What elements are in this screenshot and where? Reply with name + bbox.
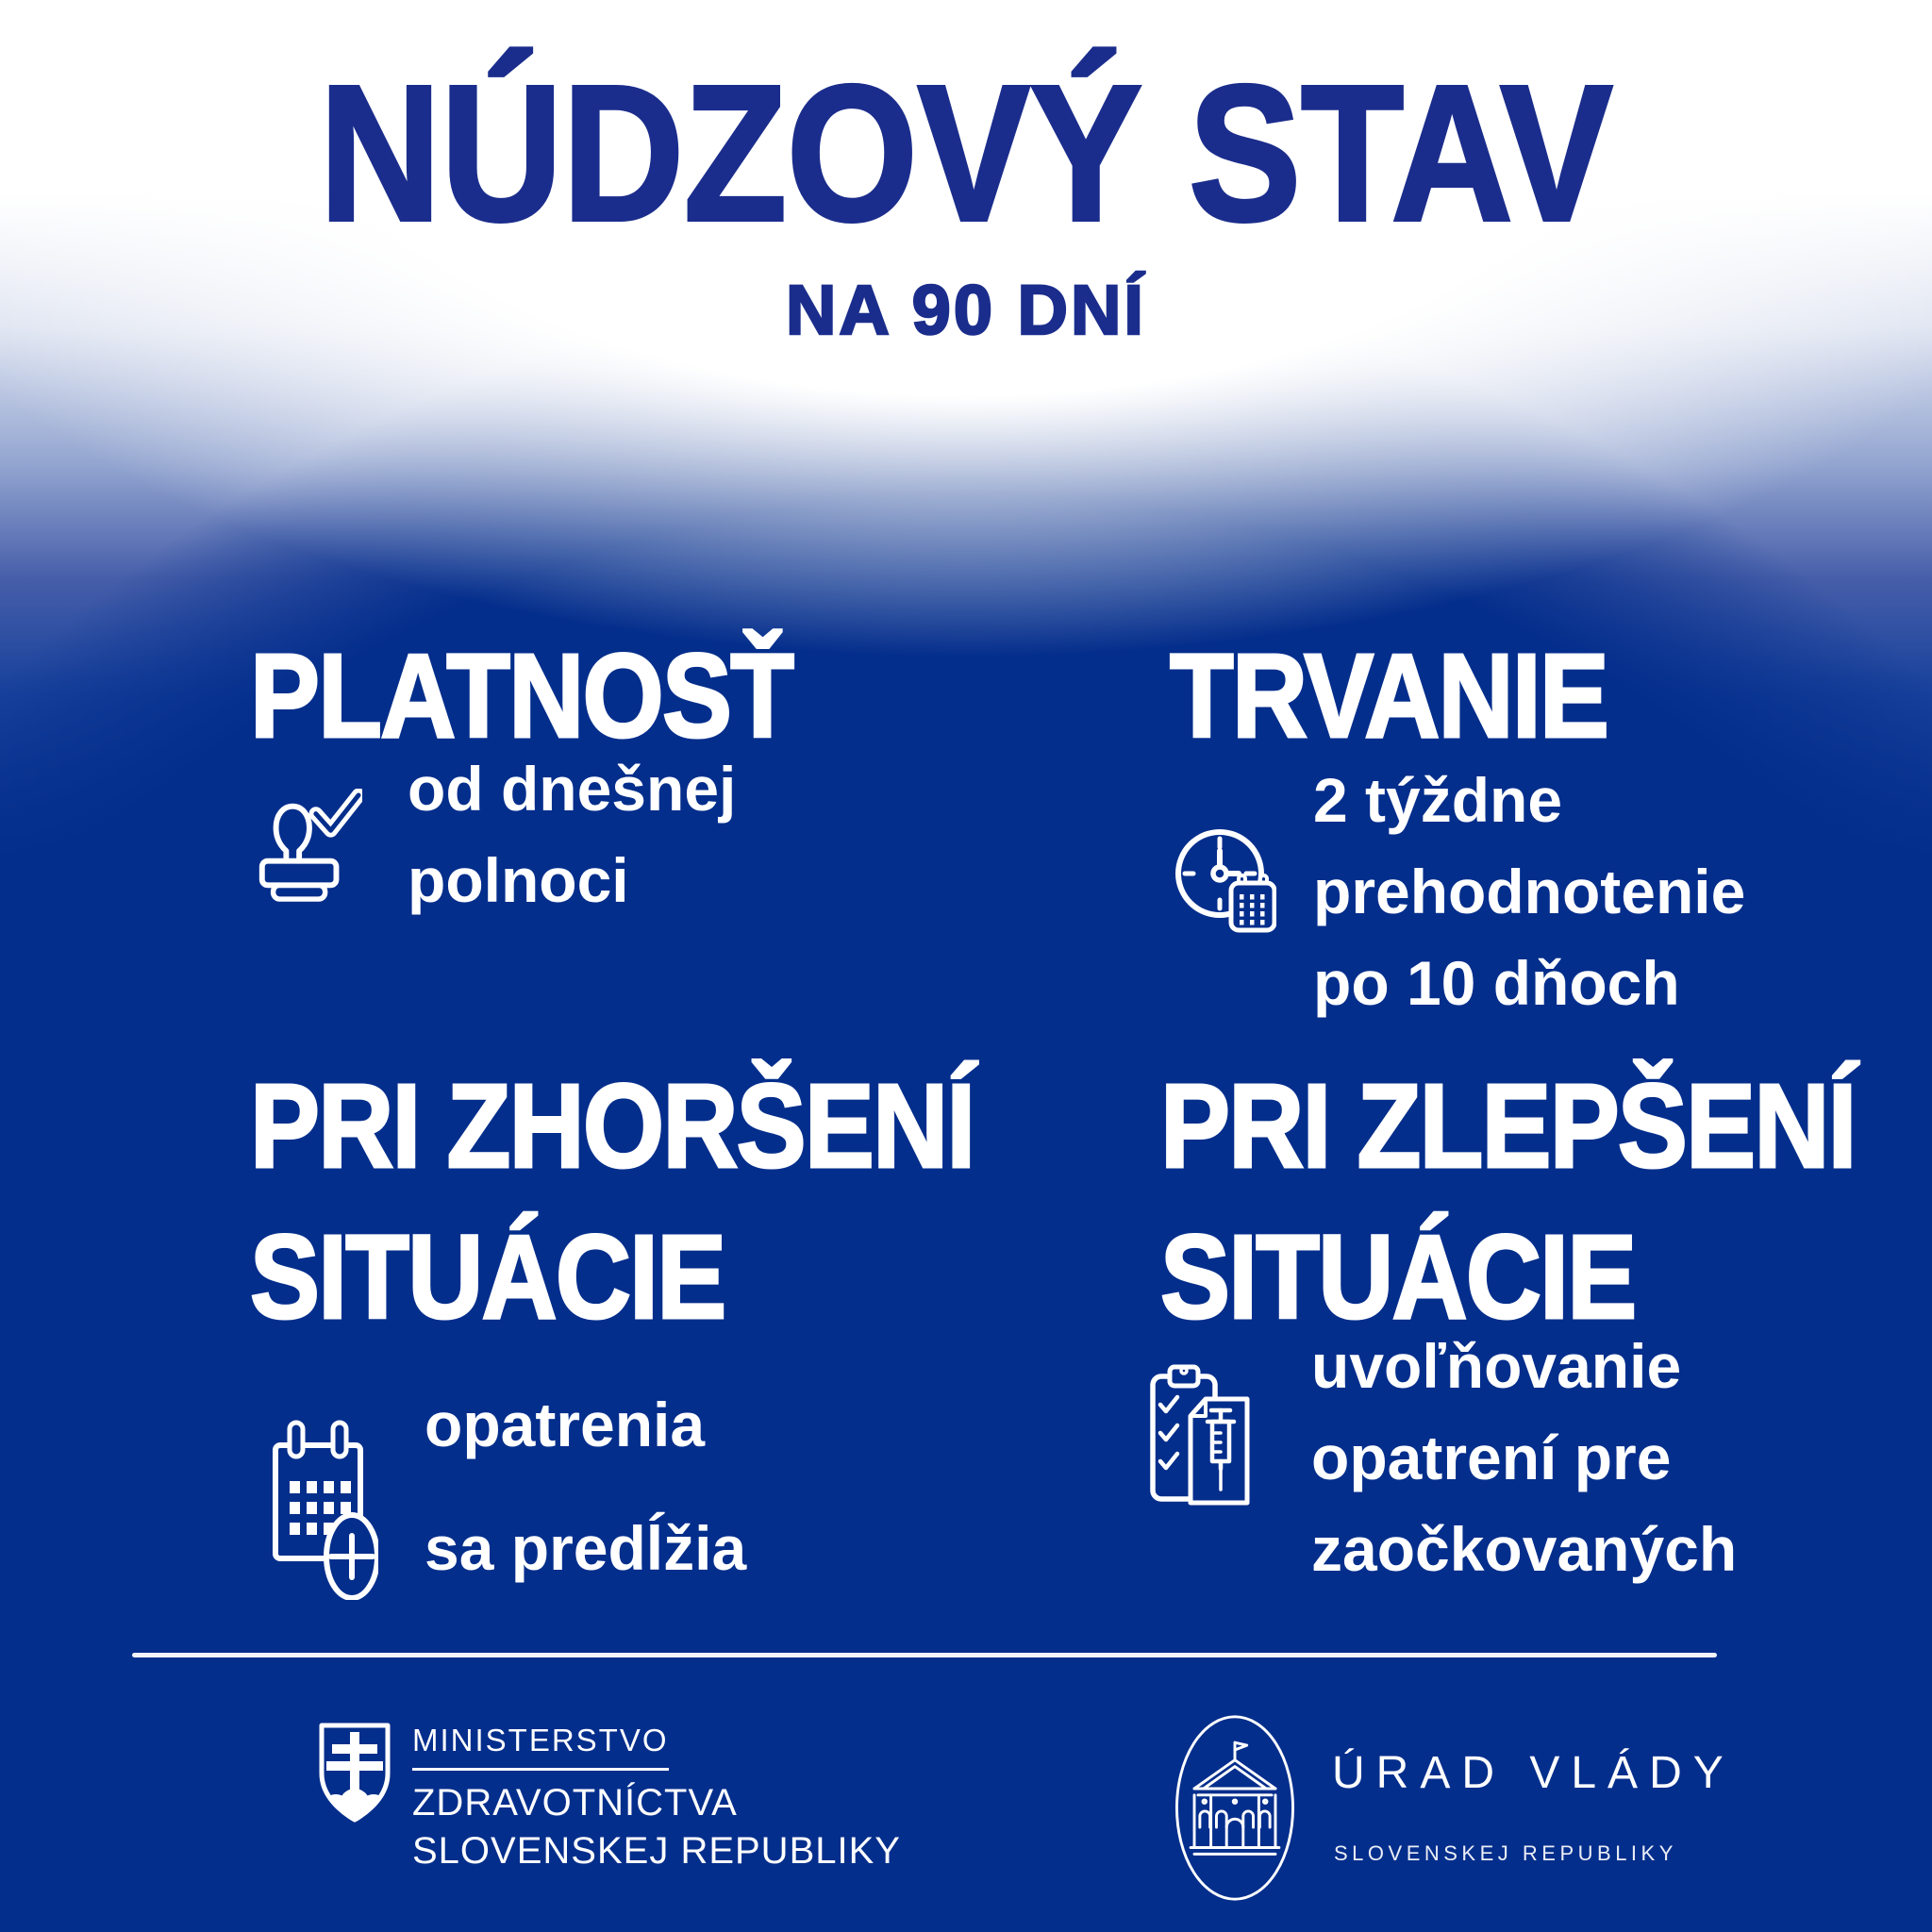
zhorsenie-heading-line-1: PRI ZHORŠENÍ <box>250 1059 974 1192</box>
trvanie-text <box>1313 755 1745 1029</box>
clock-calendar-icon <box>1174 828 1276 934</box>
platnost-line-1: od dnešnej <box>408 754 737 824</box>
zlepsenie-heading-line-2: SITUÁCIE <box>1160 1210 1636 1344</box>
zlepsenie-line-3: zaočkovaných <box>1311 1514 1738 1585</box>
section-heading-platnost: PLATNOSŤ <box>250 629 793 762</box>
calendar-plus-icon <box>271 1417 378 1600</box>
page-subtitle: NA 90 DNÍ <box>785 271 1146 349</box>
government-name-line-1: ÚRAD VLÁDY <box>1332 1748 1735 1798</box>
ministry-name-line-2: ZDRAVOTNÍCTVA <box>412 1782 738 1824</box>
zlepsenie-heading-line-1: PRI ZLEPŠENÍ <box>1160 1059 1856 1192</box>
page-title: NÚDZOVÝ STAV <box>319 45 1613 261</box>
section-heading-zlepsenie <box>1160 1051 1856 1353</box>
ministry-name-line-1: MINISTERSTVO <box>412 1723 669 1771</box>
zlepsenie-line-1: uvoľňovanie <box>1311 1331 1682 1401</box>
zhorsenie-line-2: sa predĺžia <box>425 1513 747 1584</box>
government-building-icon <box>1170 1709 1300 1907</box>
zlepsenie-line-2: opatrení pre <box>1311 1423 1672 1493</box>
stamp-check-icon <box>251 789 362 904</box>
clipboard-vaccine-icon <box>1149 1363 1251 1514</box>
footer-divider <box>132 1653 1717 1657</box>
ministry-name-line-3: SLOVENSKEJ REPUBLIKY <box>412 1830 901 1872</box>
platnost-line-2: polnoci <box>408 845 629 916</box>
government-name-line-2: SLOVENSKEJ REPUBLIKY <box>1334 1841 1677 1865</box>
zhorsenie-heading-line-2: SITUÁCIE <box>250 1210 725 1344</box>
zhorsenie-text <box>425 1379 746 1594</box>
section-heading-trvanie: TRVANIE <box>1170 629 1608 762</box>
trvanie-line-1: 2 týždne <box>1313 765 1563 835</box>
section-heading-zhorsenie <box>250 1051 974 1353</box>
zlepsenie-text <box>1311 1321 1737 1595</box>
platnost-text <box>408 743 736 926</box>
trvanie-line-2: prehodnotenie <box>1313 857 1746 927</box>
trvanie-line-3: po 10 dňoch <box>1313 948 1680 1019</box>
slovak-coat-of-arms-icon <box>317 1721 392 1824</box>
zhorsenie-line-1: opatrenia <box>425 1390 706 1459</box>
ministry-logo-text <box>412 1723 901 1873</box>
